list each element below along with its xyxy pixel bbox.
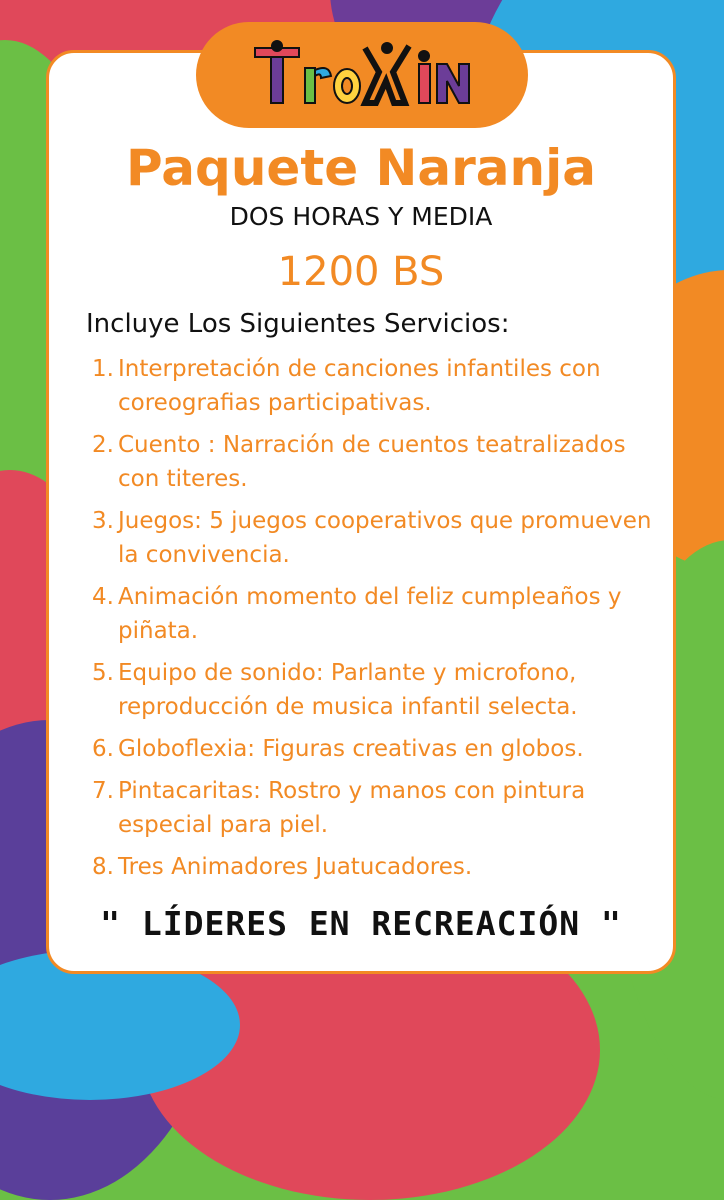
item-number: 1. bbox=[92, 356, 114, 382]
item-number: 3. bbox=[92, 508, 114, 534]
list-item bbox=[92, 580, 662, 648]
list-item bbox=[92, 352, 662, 420]
item-number: 2. bbox=[92, 432, 114, 458]
slogan: " LÍDERES EN RECREACIÓN " bbox=[100, 904, 622, 943]
dancing-figures-logo-icon bbox=[247, 40, 477, 110]
item-number: 6. bbox=[92, 736, 114, 762]
list-item bbox=[92, 732, 662, 766]
item-text: Cuento : Narración de cuentos teatralizados con titeres. bbox=[118, 432, 626, 492]
item-number: 7. bbox=[92, 778, 114, 804]
list-item bbox=[92, 850, 662, 884]
item-text: Juegos: 5 juegos cooperativos que promueven la convivencia. bbox=[118, 508, 652, 568]
item-text: Globoflexia: Figuras creativas en globos. bbox=[118, 736, 584, 762]
list-item bbox=[92, 656, 662, 724]
item-text: Animación momento del feliz cumpleaños y piñata. bbox=[118, 584, 622, 644]
services-list bbox=[92, 352, 662, 892]
item-text: Tres Animadores Juatucadores. bbox=[118, 854, 473, 880]
list-item bbox=[92, 504, 662, 572]
item-text: Interpretación de canciones infantiles con coreografias participativas. bbox=[118, 356, 601, 416]
package-price: 1200 BS bbox=[277, 249, 445, 295]
list-item bbox=[92, 428, 662, 496]
package-title: Paquete Naranja bbox=[125, 139, 597, 197]
services-heading: Incluye Los Siguientes Servicios: bbox=[86, 309, 510, 339]
list-item bbox=[92, 774, 662, 842]
item-number: 8. bbox=[92, 854, 114, 880]
item-number: 5. bbox=[92, 660, 114, 686]
package-duration: DOS HORAS Y MEDIA bbox=[229, 202, 493, 231]
logo-badge bbox=[196, 22, 528, 128]
item-text: Equipo de sonido: Parlante y microfono, reproducción de musica infantil selecta. bbox=[118, 660, 578, 720]
item-text: Pintacaritas: Rostro y manos con pintura especial para piel. bbox=[118, 778, 586, 838]
item-number: 4. bbox=[92, 584, 114, 610]
